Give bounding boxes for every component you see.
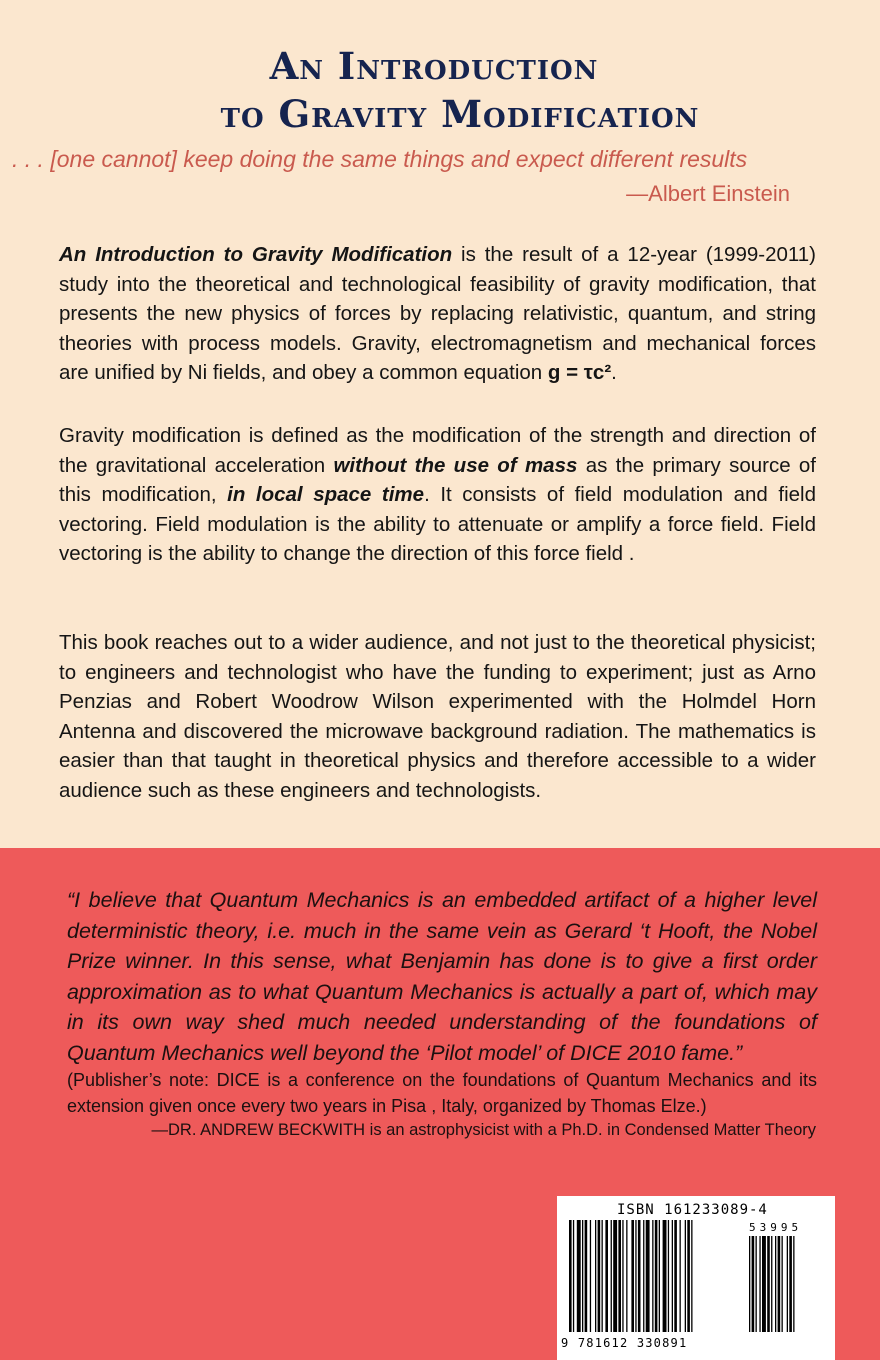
isbn-barcode <box>557 1196 835 1360</box>
barcode-bar <box>626 1220 627 1332</box>
p2-text-e: . It consists of field modulation and field vectoring. Field modulation is the ability to attenuate or amplify a force field. Field vectoring is the ability to change the direction of this force field . <box>59 483 816 565</box>
p2-text-c: as the primary source of this modification, <box>59 453 816 506</box>
barcode-addon-bar <box>749 1236 750 1332</box>
publisher-note: (Publisher’s note: DICE is a conference on the foundations of Quantum Mechanics and its extension given once every two years in Pisa , Italy, organized by Thomas Elze.) <box>67 1070 817 1116</box>
book-title-line-2: to Gravity Modification <box>220 92 700 136</box>
barcode-addon-bar <box>756 1236 757 1332</box>
p2-emphasis-1: without the use of mass <box>333 453 578 477</box>
barcode-bar <box>635 1220 636 1332</box>
barcode-bar <box>638 1220 641 1332</box>
barcode-bar <box>674 1220 677 1332</box>
barcode-addon-digits: 53995 <box>749 1221 803 1234</box>
barcode-bar <box>585 1220 588 1332</box>
p1-text: is the result of a 12-year (1999-2011) study into the theoretical and technological feasibility of gravity modification, that presents the new physics of forces by replacing relativistic, quantum, and string theories with process models. Gravity, electromagnetism and mechanical forces are unified by Ni fields, and obey a common equation <box>59 243 816 384</box>
barcode-bar <box>598 1220 601 1332</box>
barcode-addon-bar <box>759 1236 760 1332</box>
barcode-bar <box>687 1220 690 1332</box>
barcode-bar <box>613 1220 617 1332</box>
barcode-bar <box>577 1220 581 1332</box>
barcode-ean-digits: 9 781612 330891 <box>561 1336 688 1350</box>
barcode-bar <box>680 1220 681 1332</box>
equation: g = τc² <box>547 361 612 384</box>
endorsement-byline: —DR. ANDREW BECKWITH is an astrophysicist with a Ph.D. in Condensed Matter Theory <box>151 1121 816 1139</box>
barcode-bar <box>652 1220 653 1332</box>
barcode-addon-bar <box>762 1236 766 1332</box>
barcode-addon-bar <box>782 1236 783 1332</box>
barcode-bar <box>691 1220 692 1332</box>
epigraph-text: . . . [one cannot] keep doing the same things and expect different results <box>12 146 748 172</box>
barcode-bar <box>659 1220 660 1332</box>
barcode-bar <box>573 1220 574 1332</box>
barcode-bar <box>622 1220 623 1332</box>
book-title-line-1: An Introduction <box>269 44 599 88</box>
barcode-addon-bar <box>789 1236 792 1332</box>
barcode-bar <box>631 1220 634 1332</box>
barcode-bar <box>663 1220 667 1332</box>
barcode-bar <box>646 1220 650 1332</box>
barcode-bar <box>590 1220 591 1332</box>
barcode-bar <box>618 1220 621 1332</box>
barcode-bar <box>595 1220 596 1332</box>
book-title-inline: An Introduction to Gravity Modification <box>59 243 453 266</box>
p2-text-a: Gravity modification is defined as the modification of the strength and direction of the gravitational acceleration <box>59 424 816 477</box>
isbn-label: ISBN 161233089-4 <box>617 1202 768 1218</box>
p2-emphasis-2: in local space time <box>227 483 425 506</box>
barcode-addon-bar <box>775 1236 776 1332</box>
description-paragraph-1 <box>59 240 816 388</box>
description-paragraph-3: This book reaches out to a wider audience, and not just to the theoretical physicist; to engineers and technologist who have the funding to experiment; just as Arno Penzias and Robert Woodrow Wilson experimented with the Holmdel Horn Antenna and discovered the microwave background radiation. The mathematics is easier than that taught in theoretical physics and therefore accessible to a wider audience such as these engineers and technologists. <box>59 631 816 802</box>
barcode-bar <box>605 1220 608 1332</box>
barcode-addon-bar <box>793 1236 794 1332</box>
epigraph-attribution: —Albert Einstein <box>626 181 790 206</box>
barcode-addon-bar <box>767 1236 770 1332</box>
barcode-bar <box>672 1220 673 1332</box>
barcode-bar <box>643 1220 644 1332</box>
barcode-bar <box>569 1220 572 1332</box>
barcode-addon-bar <box>771 1236 772 1332</box>
barcode-addon-bar <box>787 1236 788 1332</box>
endorsement-quote: “I believe that Quantum Mechanics is an embedded artifact of a higher level deterministic theory, i.e. much in the same vein as Gerard ‘t Hooft, the Nobel Prize winner. In this sense, what Benjamin has done is to give a first order approximation as to what Quantum Mechanics is actually a part of, which may in its own way shed much needed understanding of the foundations of Quantum Mechanics well beyond the ‘Pilot model’ of DICE 2010 fame.” <box>67 888 817 1065</box>
barcode-bar <box>611 1220 612 1332</box>
barcode-addon-bar <box>752 1236 755 1332</box>
description-paragraph-2 <box>59 421 816 569</box>
barcode-bar <box>668 1220 669 1332</box>
barcode-bar <box>602 1220 603 1332</box>
p1-end: . <box>611 361 617 384</box>
barcode-bar <box>655 1220 658 1332</box>
barcode-bar <box>582 1220 583 1332</box>
barcode-bar <box>685 1220 686 1332</box>
barcode-addon-bar <box>778 1236 781 1332</box>
